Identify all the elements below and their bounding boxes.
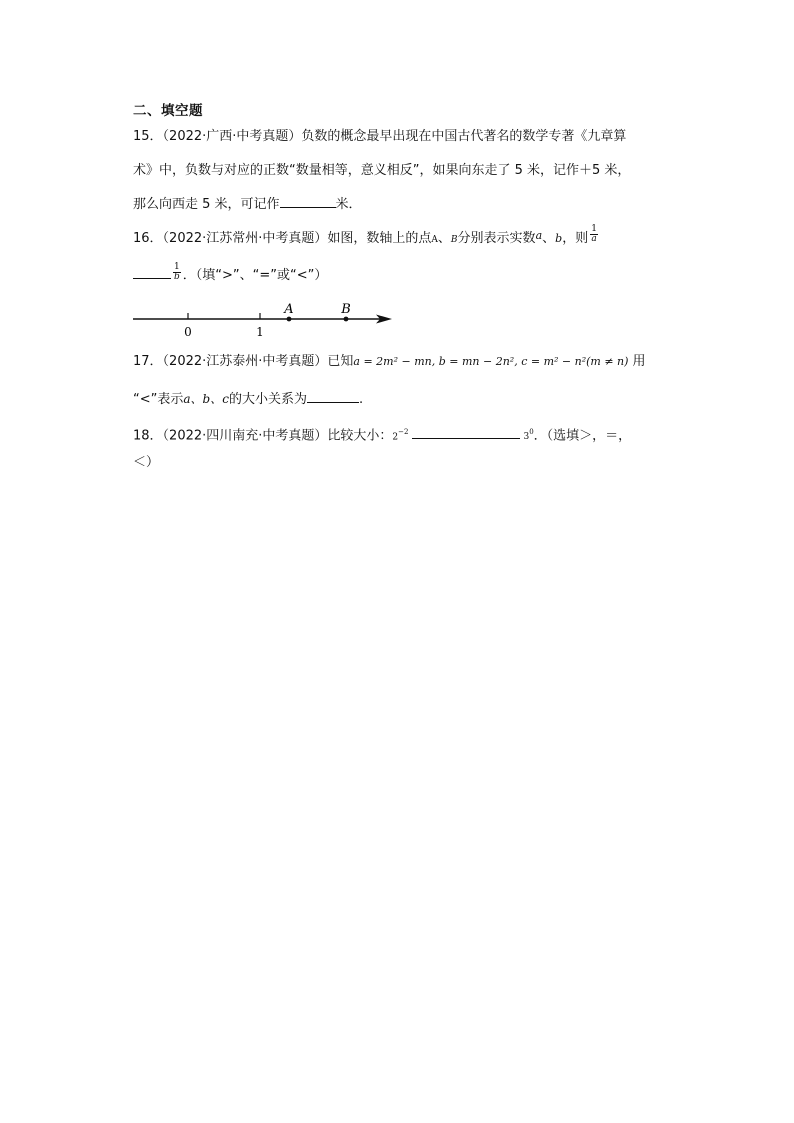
q17-line-1: [133, 354, 646, 370]
q16-prefix: 16．（2022·江苏常州·中考真题）如图，数轴上的点: [133, 231, 432, 246]
q18-base-1: 2: [392, 432, 399, 443]
q15-line-2: 术》中，负数与对应的正数“数量相等，意义相反”，如果向东走了 5 米，记作＋5 米，: [133, 163, 631, 178]
q18-exponent-1: −2: [398, 428, 409, 436]
q16-point-b-label: B: [450, 235, 458, 245]
q17-line-2: [133, 390, 363, 408]
q16-sep2: 、: [542, 231, 556, 246]
point-b-dot: [344, 317, 349, 322]
q16-frac-b-numerator: 1: [174, 262, 180, 272]
q16-line-1: [133, 224, 600, 248]
q17-expression: a = 2m² − mn, b = mn − 2n², c = m² − n²(m ≠ n): [353, 355, 629, 368]
q16-tail: ．（填“>”、“=”或“<”）: [182, 268, 328, 283]
q18-base-2: 3: [523, 432, 530, 443]
q15-line-1: 15．（2022·广西·中考真题）负数的概念最早出现在中国古代著名的数学专著《九章算: [133, 129, 627, 144]
q16-suffix: ，则: [562, 231, 589, 246]
q18-line-2: ＜）: [133, 455, 160, 470]
q16-sep1: 、: [437, 231, 451, 246]
q17-suffix: 用: [628, 354, 646, 369]
q16-point-a-label: A: [431, 235, 438, 245]
q17-answer-blank[interactable]: [307, 390, 359, 403]
q18-prefix: 18．（2022·四川南充·中考真题）比较大小：: [133, 428, 393, 444]
point-a-label: A: [284, 302, 294, 317]
tick-one-label: 1: [256, 325, 264, 339]
q17-line-2-mid: 的大小关系为: [228, 392, 307, 407]
q17-prefix: 17．（2022·江苏泰州·中考真题）已知: [133, 354, 354, 369]
q16-mid: 分别表示实数: [457, 231, 536, 246]
q15-line-3-text: 那么向西走 5 米，可记作: [133, 197, 280, 212]
q16-fraction-1-over-b: [173, 263, 181, 282]
q15-line-3: [133, 195, 362, 213]
q17-line-2-start: “<”表示: [133, 392, 184, 407]
q15-answer-blank[interactable]: [280, 195, 336, 208]
q18-exponent-2: 0: [529, 428, 534, 436]
section-title: 二、填空题: [133, 103, 203, 119]
q17-line-2-end: .: [358, 392, 364, 407]
q16-line-2: [133, 262, 328, 285]
q16-answer-blank[interactable]: [133, 266, 171, 279]
number-line-figure: [130, 296, 395, 342]
q18-line-1: [133, 424, 631, 445]
q18-answer-blank[interactable]: [412, 426, 520, 439]
q16-var-b: b: [555, 232, 563, 245]
tick-zero-label: 0: [184, 325, 192, 339]
point-a-dot: [287, 317, 292, 322]
q16-frac-a-denominator: a: [591, 234, 597, 244]
q16-frac-b-denominator: b: [174, 272, 180, 282]
q17-vars: a、b、c: [183, 392, 229, 406]
point-b-label: B: [341, 302, 351, 317]
q16-var-a: a: [535, 229, 543, 242]
q16-fraction-1-over-a: [590, 225, 598, 244]
q15-line-3-end: 米．: [335, 197, 362, 212]
q18-suffix: ．（选填＞，＝，: [533, 428, 632, 444]
q16-frac-a-numerator: 1: [591, 224, 597, 234]
